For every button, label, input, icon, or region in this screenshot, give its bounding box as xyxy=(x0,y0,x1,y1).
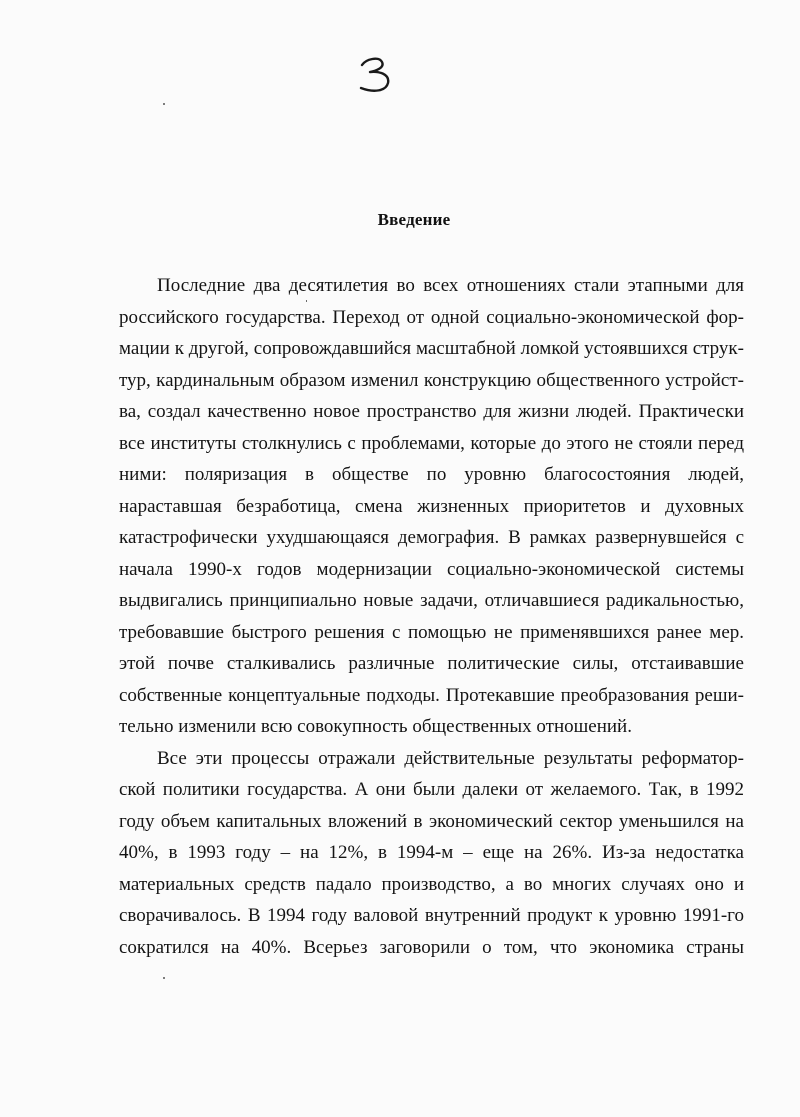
text-line: году объем капитальных вложений в экономический сектор уменьшился на xyxy=(119,810,744,832)
handwritten-numeral-3 xyxy=(352,50,402,98)
text-line: Все эти процессы отражали действительные результаты реформатор- xyxy=(157,747,744,769)
text-line: сократился на 40%. Всерьез заговорили о том, что экономика страны xyxy=(119,936,744,958)
text-line: российского государства. Переход от одной социально-экономической фор- xyxy=(119,306,744,328)
scan-speck xyxy=(163,977,165,979)
text-line: требовавшие быстрого решения с помощью не применявшихся ранее мер. xyxy=(119,621,744,643)
section-title: Введение xyxy=(377,210,451,229)
text-line: выдвигались принципиально новые задачи, отличавшиеся радикальностью, xyxy=(119,590,744,611)
paragraph-2 xyxy=(119,743,744,964)
text-line: этой почве сталкивались различные политические силы, отстаивавшие xyxy=(119,653,744,674)
text-line: собственные концептуальные подходы. Протекавшие преобразования реши- xyxy=(119,684,744,706)
text-line: все институты столкнулись с проблемами, которые до этого не стояли перед xyxy=(119,432,744,454)
text-line: ской политики государства. А они были далеки от желаемого. Так, в 1992 xyxy=(119,779,744,800)
text-line: 40%, в 1993 году – на 12%, в 1994-м – еще на 26%. Из-за недостатка xyxy=(119,842,744,863)
paragraph-1 xyxy=(119,270,744,743)
text-line: ними: поляризация в обществе по уровню благосостояния людей, нараставшая безработица, смена жизненных приоритетов и духовных xyxy=(119,464,744,517)
scan-speck xyxy=(163,103,165,105)
text-line: ва, создал качественно новое пространство для жизни людей. Практически xyxy=(119,401,744,422)
text-line: начала 1990-х годов модернизации социально-экономической системы xyxy=(119,558,744,580)
text-line: сворачивалось. В 1994 году валовой внутренний продукт к уровню 1991-го xyxy=(119,905,744,926)
text-line: тельно изменили всю совокупность общественных отношений. xyxy=(119,716,632,737)
text-line: Последние два десятилетия во всех отношениях стали этапными для xyxy=(157,275,744,296)
handwritten-page-number xyxy=(352,50,402,98)
text-line: катастрофически ухудшающаяся демография. В рамках развернувшейся с xyxy=(119,527,744,548)
text-line: материальных средств падало производство, а во многих случаях оно и xyxy=(119,873,744,895)
text-line: тур, кардинальным образом изменил конструкцию общественного устройст- xyxy=(119,369,744,391)
body-text xyxy=(119,270,744,963)
text-line: мации к другой, сопровождавшийся масштабной ломкой устоявшихся струк- xyxy=(119,338,744,359)
